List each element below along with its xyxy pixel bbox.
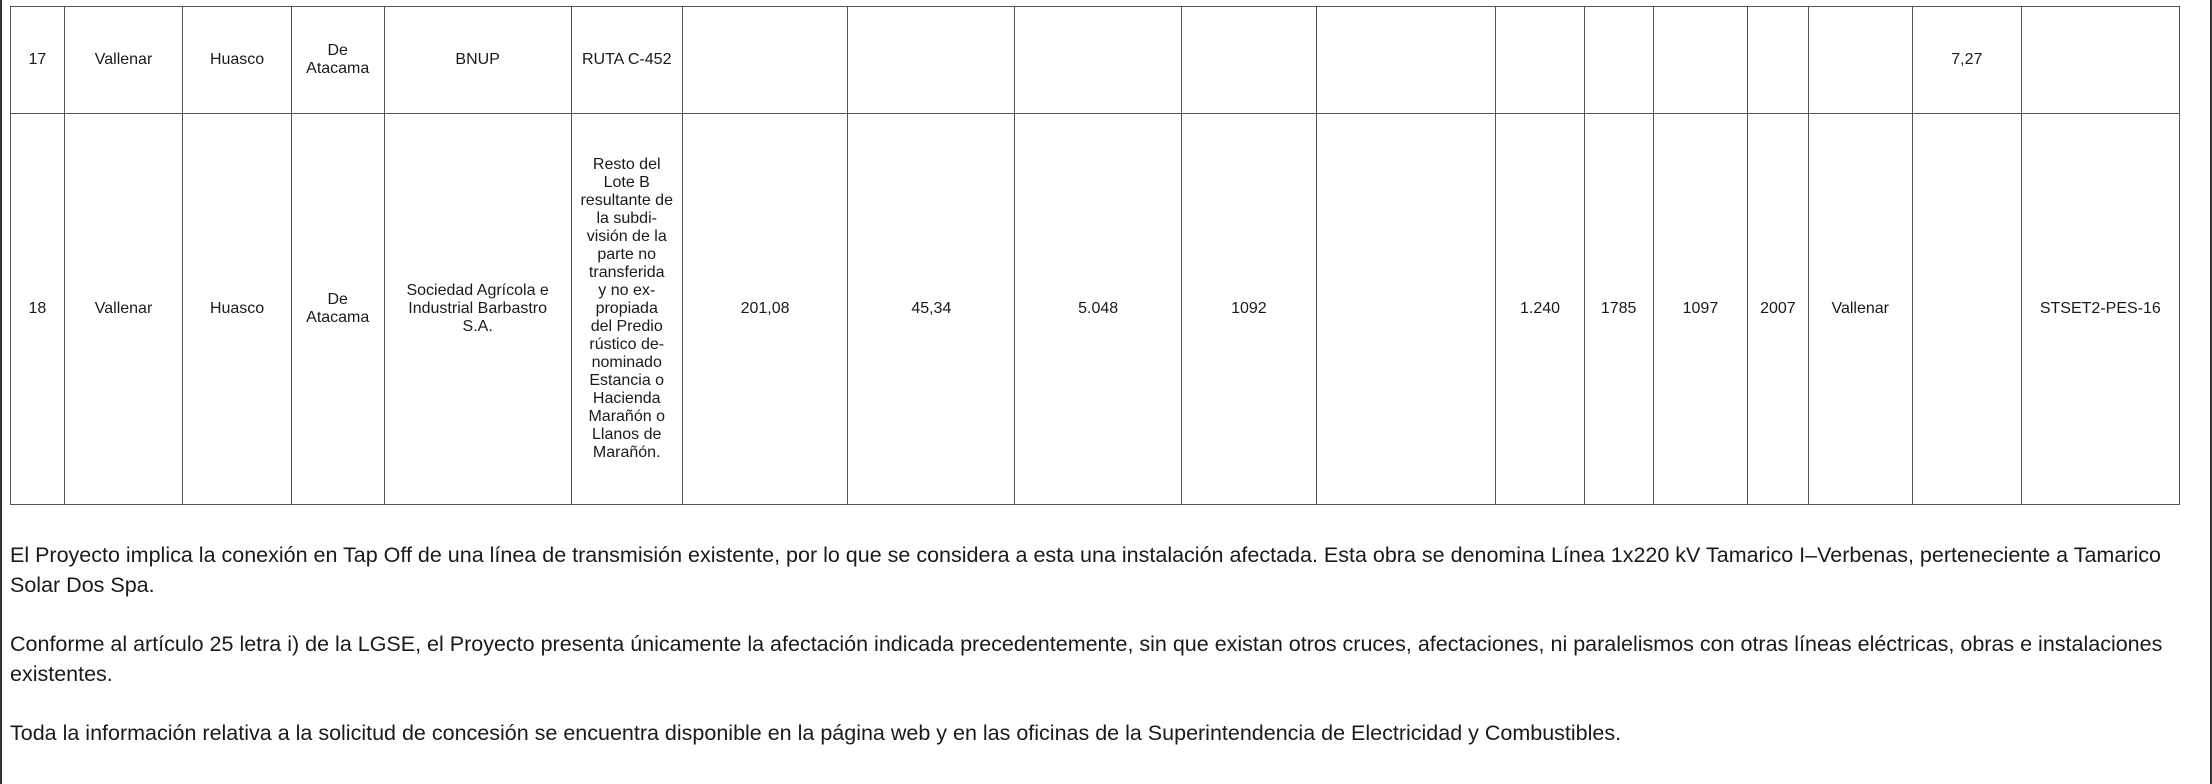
- cell-number: 17: [11, 7, 65, 114]
- cell-col-13: [1584, 7, 1653, 114]
- cell-comuna: Vallenar: [64, 114, 182, 505]
- cell-col-16: [1808, 7, 1912, 114]
- cell-provincia: Huasco: [183, 114, 292, 505]
- cell-region: De Atacama: [291, 114, 384, 505]
- cell-propietario: Sociedad Agrícola e Industrial Barbastro S.A.: [384, 114, 571, 505]
- note-paragraph-info: Toda la información relativa a la solicitud de concesión se encuentra disponible en la página web y en las oficinas de la Superintendencia de Electricidad y Combustibles.: [10, 721, 1622, 745]
- table-row-17: [11, 7, 2180, 114]
- table-row-18: [11, 114, 2180, 505]
- cell-col-10: 1092: [1182, 114, 1317, 505]
- cell-propietario: BNUP: [384, 7, 571, 114]
- cell-col-8: 45,34: [848, 114, 1015, 505]
- note-paragraph-tap-off: El Proyecto implica la conexión en Tap Off de una línea de transmisión existente, por lo que se considera a esta una instalación afectada. Esta obra se denomina Línea 1x220 kV Tamarico I–Verbenas, perteneciente a Tamarico Solar Dos Spa.: [10, 543, 2161, 597]
- cell-col-7: [682, 7, 848, 114]
- cell-col-14: 1097: [1653, 114, 1748, 505]
- cell-col-9: [1015, 7, 1182, 114]
- cell-col-15: [1748, 7, 1808, 114]
- cell-col-11: [1316, 7, 1496, 114]
- cell-col-8: [848, 7, 1015, 114]
- cell-col-7: 201,08: [682, 114, 848, 505]
- cell-col-13: 1785: [1584, 114, 1653, 505]
- cell-predio: Resto del Lote B resultante de la subdi- visión de la parte no transferida y no ex- propiada del Predio rústico de- nominado Estancia o Hacienda Marañón o Llanos de Marañón.: [571, 114, 682, 505]
- cell-col-17: 7,27: [1912, 7, 2021, 114]
- cell-comuna: Vallenar: [64, 7, 182, 114]
- cell-provincia: Huasco: [183, 7, 292, 114]
- cell-region: De Atacama: [291, 7, 384, 114]
- cell-col-10: [1182, 7, 1317, 114]
- cell-col-11: [1316, 114, 1496, 505]
- cell-col-15: 2007: [1748, 114, 1808, 505]
- property-table: [10, 6, 2180, 505]
- cell-col-16: Vallenar: [1808, 114, 1912, 505]
- note-paragraph-lgse: Conforme al artículo 25 letra i) de la LGSE, el Proyecto presenta únicamente la afectación indicada precedentemente, sin que existan otros cruces, afectaciones, ni paralelismos con otras líneas eléctricas, obras e instalaciones existentes.: [10, 632, 2163, 686]
- cell-col-18: STSET2-PES-16: [2021, 114, 2179, 505]
- cell-col-9: 5.048: [1015, 114, 1182, 505]
- cell-col-14: [1653, 7, 1748, 114]
- cell-col-17: [1912, 114, 2021, 505]
- cell-col-12: 1.240: [1496, 114, 1584, 505]
- notes-section: [10, 540, 2188, 777]
- cell-col-12: [1496, 7, 1584, 114]
- cell-predio: RUTA C-452: [571, 7, 682, 114]
- cell-number: 18: [11, 114, 65, 505]
- cell-col-18: [2021, 7, 2179, 114]
